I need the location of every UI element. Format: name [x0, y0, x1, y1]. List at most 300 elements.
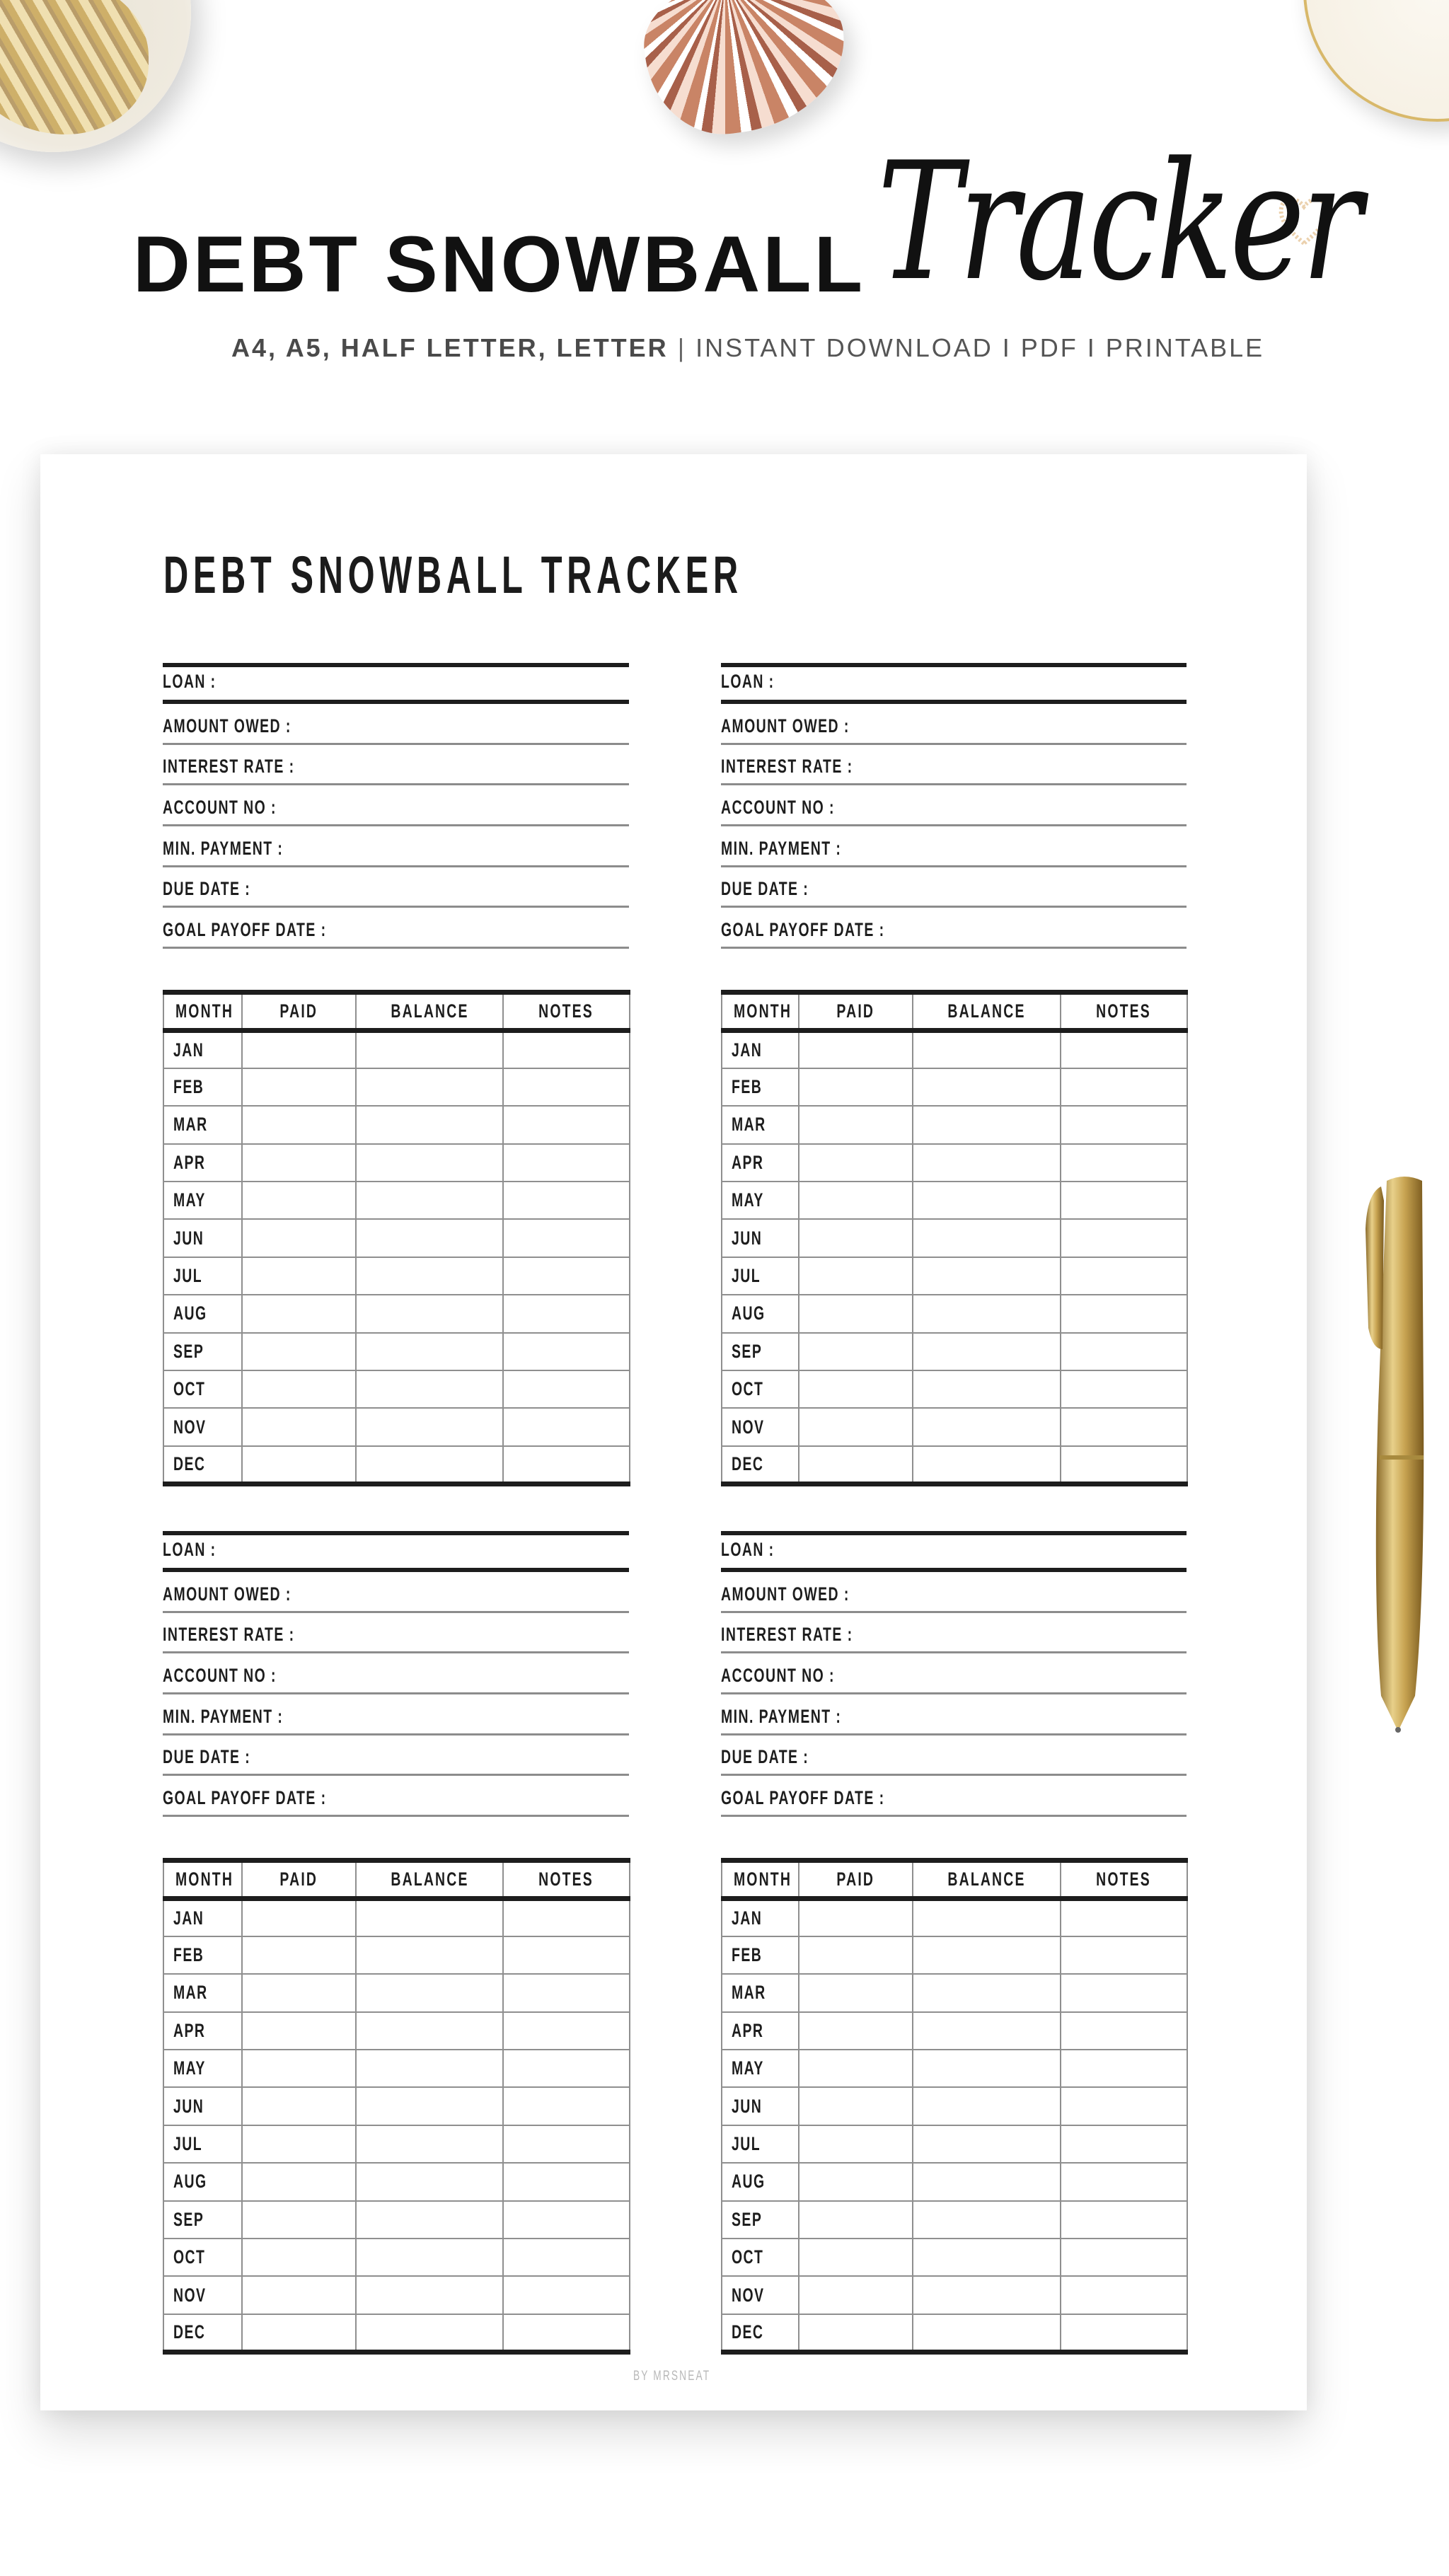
column-header-balance: BALANCE: [913, 1861, 1061, 1899]
notes-cell[interactable]: [1061, 1144, 1187, 1182]
notes-cell[interactable]: [503, 1144, 630, 1182]
goal-payoff-date-field[interactable]: [163, 1776, 629, 1817]
table-row: [163, 2314, 630, 2352]
month-cell: SEP: [163, 2201, 242, 2239]
balance-cell[interactable]: [356, 1408, 503, 1445]
min-payment-field[interactable]: [721, 1694, 1187, 1735]
notes-cell[interactable]: [503, 1899, 630, 1936]
table-row: [722, 1333, 1187, 1370]
column-header-balance: BALANCE: [913, 993, 1061, 1031]
table-row: [722, 2201, 1187, 2239]
subtitle-details: INSTANT DOWNLOAD I PDF I PRINTABLE: [695, 333, 1265, 362]
gold-binder-clips-bowl: [0, 0, 191, 152]
paid-cell[interactable]: [242, 1068, 356, 1106]
balance-cell[interactable]: [913, 1370, 1061, 1408]
balance-cell[interactable]: [913, 2239, 1061, 2276]
balance-cell[interactable]: [913, 1031, 1061, 1068]
loan-field[interactable]: [163, 1531, 629, 1572]
month-cell: AUG: [722, 1295, 799, 1332]
balance-cell[interactable]: [356, 2239, 503, 2276]
month-cell: OCT: [163, 1370, 242, 1408]
table-row: [722, 1182, 1187, 1219]
month-cell: MAR: [163, 1974, 242, 2011]
balance-cell[interactable]: [356, 2163, 503, 2200]
notes-cell[interactable]: [1061, 1106, 1187, 1143]
paid-cell[interactable]: [242, 2314, 356, 2352]
balance-cell[interactable]: [356, 2314, 503, 2352]
table-row: [163, 1446, 630, 1484]
paid-cell[interactable]: [799, 2125, 913, 2163]
month-cell: SEP: [722, 2201, 799, 2239]
balance-cell[interactable]: [356, 1144, 503, 1182]
goal-payoff-date-field[interactable]: [721, 908, 1187, 949]
month-cell: FEB: [163, 1936, 242, 1974]
due-date-field[interactable]: [163, 867, 629, 908]
balance-cell[interactable]: [913, 1068, 1061, 1106]
interest-rate-field[interactable]: [721, 1613, 1187, 1654]
notes-cell[interactable]: [503, 1408, 630, 1445]
month-cell: NOV: [722, 1408, 799, 1445]
due-date-label: DUE DATE :: [163, 1746, 251, 1768]
rose-gold-monstera-leaf: [636, 0, 855, 144]
binder-clips-image: [0, 0, 149, 134]
notes-cell[interactable]: [503, 2239, 630, 2276]
paid-cell[interactable]: [242, 2201, 356, 2239]
notes-cell[interactable]: [1061, 1899, 1187, 1936]
table-row: [722, 1219, 1187, 1257]
table-row: [722, 2012, 1187, 2050]
notes-cell[interactable]: [1061, 1031, 1187, 1068]
table-row: [163, 1106, 630, 1143]
table-row: [722, 1408, 1187, 1445]
paid-cell[interactable]: [799, 1031, 913, 1068]
month-cell: MAR: [722, 1106, 799, 1143]
amount-owed-field[interactable]: [163, 704, 629, 745]
month-cell: DEC: [722, 1446, 799, 1484]
account-no-field[interactable]: [721, 1653, 1187, 1694]
loan-field[interactable]: [163, 663, 629, 704]
paid-cell[interactable]: [799, 1936, 913, 1974]
balance-cell[interactable]: [356, 1219, 503, 1257]
footer-credit: [633, 2369, 741, 2383]
paid-cell[interactable]: [242, 1144, 356, 1182]
balance-cell[interactable]: [356, 1068, 503, 1106]
paid-cell[interactable]: [799, 1219, 913, 1257]
notes-cell[interactable]: [1061, 2314, 1187, 2352]
month-cell: AUG: [163, 2163, 242, 2200]
amount-owed-label: AMOUNT OWED :: [721, 715, 850, 737]
month-cell: DEC: [722, 2314, 799, 2352]
table-row: [163, 1144, 630, 1182]
paid-cell[interactable]: [799, 1899, 913, 1936]
table-row: [163, 2087, 630, 2125]
paid-cell[interactable]: [242, 1446, 356, 1484]
loan-field[interactable]: [721, 1531, 1187, 1572]
notes-cell[interactable]: [1061, 1974, 1187, 2011]
balance-cell[interactable]: [356, 1257, 503, 1295]
notes-cell[interactable]: [1061, 2087, 1187, 2125]
notes-cell[interactable]: [503, 1031, 630, 1068]
month-cell: MAY: [163, 1182, 242, 1219]
due-date-label: DUE DATE :: [721, 1746, 809, 1768]
goal-payoff-date-field[interactable]: [163, 908, 629, 949]
paid-cell[interactable]: [799, 2276, 913, 2314]
notes-cell[interactable]: [1061, 1408, 1187, 1445]
month-cell: OCT: [163, 2239, 242, 2276]
notes-cell[interactable]: [503, 1182, 630, 1219]
balance-cell[interactable]: [913, 1219, 1061, 1257]
interest-rate-field[interactable]: [721, 745, 1187, 786]
notes-cell[interactable]: [503, 1974, 630, 2011]
notes-cell[interactable]: [1061, 1333, 1187, 1370]
column-header-notes: NOTES: [503, 993, 630, 1031]
balance-cell[interactable]: [913, 2163, 1061, 2200]
paid-cell[interactable]: [242, 1257, 356, 1295]
due-date-field[interactable]: [721, 1735, 1187, 1777]
paid-cell[interactable]: [242, 2163, 356, 2200]
balance-cell[interactable]: [913, 2201, 1061, 2239]
notes-cell[interactable]: [503, 2050, 630, 2087]
table-row: [722, 2314, 1187, 2352]
column-header-paid: PAID: [799, 993, 913, 1031]
balance-cell[interactable]: [356, 1370, 503, 1408]
paid-cell[interactable]: [799, 2201, 913, 2239]
notes-cell[interactable]: [1061, 2050, 1187, 2087]
balance-cell[interactable]: [913, 2050, 1061, 2087]
balance-cell[interactable]: [913, 1446, 1061, 1484]
listing-subtitle: [231, 335, 1264, 361]
paid-cell[interactable]: [799, 1974, 913, 2011]
month-cell: SEP: [163, 1333, 242, 1370]
table-row: [163, 1182, 630, 1219]
paid-cell[interactable]: [799, 2087, 913, 2125]
balance-cell[interactable]: [913, 2276, 1061, 2314]
balance-cell[interactable]: [356, 2012, 503, 2050]
balance-cell[interactable]: [913, 1182, 1061, 1219]
notes-cell[interactable]: [503, 2125, 630, 2163]
paid-cell[interactable]: [242, 2239, 356, 2276]
balance-cell[interactable]: [913, 2125, 1061, 2163]
loan-info-block-top-right: [721, 663, 1187, 949]
balance-cell[interactable]: [913, 2314, 1061, 2352]
notes-cell[interactable]: [1061, 1446, 1187, 1484]
notes-cell[interactable]: [1061, 1182, 1187, 1219]
amount-owed-field[interactable]: [721, 704, 1187, 745]
column-header-paid: PAID: [799, 1861, 913, 1899]
paid-cell[interactable]: [799, 2163, 913, 2200]
amount-owed-field[interactable]: [721, 1572, 1187, 1613]
table-row: [722, 1068, 1187, 1106]
interest-rate-label: INTEREST RATE :: [163, 756, 295, 778]
column-header-paid: PAID: [242, 993, 356, 1031]
loan-info-block-top-left: [163, 663, 629, 949]
loan-field[interactable]: [721, 663, 1187, 704]
notes-cell[interactable]: [503, 2201, 630, 2239]
month-cell: JUN: [722, 1219, 799, 1257]
due-date-label: DUE DATE :: [163, 878, 251, 900]
balance-cell[interactable]: [913, 1106, 1061, 1143]
subtitle-divider: |: [677, 333, 687, 362]
notes-cell[interactable]: [503, 1370, 630, 1408]
column-header-balance: BALANCE: [356, 993, 503, 1031]
month-cell: NOV: [163, 2276, 242, 2314]
balance-cell[interactable]: [356, 1031, 503, 1068]
min-payment-label: MIN. PAYMENT :: [721, 837, 842, 859]
paid-cell[interactable]: [242, 2125, 356, 2163]
paid-cell[interactable]: [799, 1446, 913, 1484]
table-row: [163, 2125, 630, 2163]
paid-cell[interactable]: [799, 1370, 913, 1408]
balance-cell[interactable]: [913, 1257, 1061, 1295]
paid-cell[interactable]: [242, 2087, 356, 2125]
loan-info-block-bottom-left: [163, 1531, 629, 1817]
table-row: [163, 2201, 630, 2239]
loan-label: LOAN :: [163, 671, 217, 692]
paid-cell[interactable]: [242, 1031, 356, 1068]
balance-cell[interactable]: [913, 1333, 1061, 1370]
paid-cell[interactable]: [799, 2050, 913, 2087]
min-payment-label: MIN. PAYMENT :: [163, 1705, 284, 1727]
column-header-notes: NOTES: [1061, 1861, 1187, 1899]
notes-cell[interactable]: [1061, 2125, 1187, 2163]
table-row: [722, 1974, 1187, 2011]
column-header-month: MONTH: [163, 1861, 242, 1899]
notes-cell[interactable]: [503, 2276, 630, 2314]
month-cell: JUL: [163, 1257, 242, 1295]
month-cell: MAY: [722, 2050, 799, 2087]
balance-cell[interactable]: [356, 1899, 503, 1936]
notes-cell[interactable]: [503, 1295, 630, 1332]
amount-owed-label: AMOUNT OWED :: [163, 1583, 291, 1605]
paid-cell[interactable]: [799, 2012, 913, 2050]
notes-cell[interactable]: [1061, 1370, 1187, 1408]
page-title: DEBT SNOWBALL TRACKER: [163, 545, 743, 604]
paid-cell[interactable]: [799, 1106, 913, 1143]
table-row: [722, 2239, 1187, 2276]
month-cell: SEP: [722, 1333, 799, 1370]
interest-rate-label: INTEREST RATE :: [721, 756, 853, 778]
paid-cell[interactable]: [799, 1068, 913, 1106]
month-cell: MAY: [722, 1182, 799, 1219]
balance-cell[interactable]: [913, 1899, 1061, 1936]
column-header-notes: NOTES: [1061, 993, 1187, 1031]
due-date-field[interactable]: [721, 867, 1187, 908]
notes-cell[interactable]: [1061, 1068, 1187, 1106]
interest-rate-field[interactable]: [163, 745, 629, 786]
month-cell: JUL: [722, 1257, 799, 1295]
paid-cell[interactable]: [799, 1295, 913, 1332]
table-row: [722, 2163, 1187, 2200]
table-row: [722, 2050, 1187, 2087]
paid-cell[interactable]: [242, 1182, 356, 1219]
month-cell: NOV: [163, 1408, 242, 1445]
column-header-paid: PAID: [242, 1861, 356, 1899]
balance-cell[interactable]: [913, 1295, 1061, 1332]
notes-cell[interactable]: [503, 2314, 630, 2352]
paid-cell[interactable]: [242, 2276, 356, 2314]
due-date-field[interactable]: [163, 1735, 629, 1777]
paid-cell[interactable]: [242, 1295, 356, 1332]
notes-cell[interactable]: [1061, 2276, 1187, 2314]
gold-rim-plate: [1303, 0, 1449, 122]
balance-cell[interactable]: [913, 2012, 1061, 2050]
paid-cell[interactable]: [242, 1333, 356, 1370]
table-row: [163, 2276, 630, 2314]
account-no-label: ACCOUNT NO :: [721, 1665, 835, 1687]
notes-cell[interactable]: [503, 1936, 630, 1974]
monthly-tracker-table-top-right: [721, 990, 1188, 1486]
goal-payoff-date-label: GOAL PAYOFF DATE :: [721, 919, 885, 941]
table-row: [163, 2050, 630, 2087]
column-header-month: MONTH: [722, 1861, 799, 1899]
balance-cell[interactable]: [913, 2087, 1061, 2125]
paid-cell[interactable]: [799, 2239, 913, 2276]
month-cell: APR: [722, 2012, 799, 2050]
table-row: [163, 1408, 630, 1445]
paid-cell[interactable]: [242, 2012, 356, 2050]
table-row: [163, 1333, 630, 1370]
notes-cell[interactable]: [503, 1068, 630, 1106]
table-row: [722, 1899, 1187, 1936]
balance-cell[interactable]: [356, 2125, 503, 2163]
balance-cell[interactable]: [356, 1936, 503, 1974]
table-row: [722, 2087, 1187, 2125]
monthly-tracker-table-bottom-right: [721, 1858, 1188, 2355]
notes-cell[interactable]: [1061, 1219, 1187, 1257]
paid-cell[interactable]: [799, 1182, 913, 1219]
account-no-label: ACCOUNT NO :: [163, 797, 277, 819]
balance-cell[interactable]: [356, 2087, 503, 2125]
notes-cell[interactable]: [503, 2012, 630, 2050]
goal-payoff-date-field[interactable]: [721, 1776, 1187, 1817]
month-cell: FEB: [163, 1068, 242, 1106]
paid-cell[interactable]: [242, 1219, 356, 1257]
table-row: [163, 1295, 630, 1332]
month-cell: JAN: [722, 1899, 799, 1936]
notes-cell[interactable]: [503, 2087, 630, 2125]
paid-cell[interactable]: [799, 2314, 913, 2352]
notes-cell[interactable]: [503, 1219, 630, 1257]
table-row: [163, 2012, 630, 2050]
account-no-field[interactable]: [163, 1653, 629, 1694]
month-cell: MAY: [163, 2050, 242, 2087]
table-row: [163, 1974, 630, 2011]
amount-owed-label: AMOUNT OWED :: [163, 715, 291, 737]
notes-cell[interactable]: [503, 1106, 630, 1143]
balance-cell[interactable]: [356, 1182, 503, 1219]
due-date-label: DUE DATE :: [721, 878, 809, 900]
notes-cell[interactable]: [503, 2163, 630, 2200]
interest-rate-field[interactable]: [163, 1613, 629, 1654]
notes-cell[interactable]: [1061, 2012, 1187, 2050]
paid-cell[interactable]: [242, 1974, 356, 2011]
column-header-notes: NOTES: [503, 1861, 630, 1899]
paid-cell[interactable]: [799, 1333, 913, 1370]
table-row: [163, 2239, 630, 2276]
notes-cell[interactable]: [503, 1257, 630, 1295]
paid-cell[interactable]: [799, 1144, 913, 1182]
balance-cell[interactable]: [356, 1446, 503, 1484]
month-cell: MAR: [163, 1106, 242, 1143]
balance-cell[interactable]: [356, 2050, 503, 2087]
table-row: [722, 2276, 1187, 2314]
balance-cell[interactable]: [356, 2276, 503, 2314]
month-cell: DEC: [163, 2314, 242, 2352]
notes-cell[interactable]: [1061, 1936, 1187, 1974]
goal-payoff-date-label: GOAL PAYOFF DATE :: [163, 1787, 327, 1809]
account-no-field[interactable]: [721, 785, 1187, 826]
goal-payoff-date-label: GOAL PAYOFF DATE :: [721, 1787, 885, 1809]
month-cell: APR: [722, 1144, 799, 1182]
paid-cell[interactable]: [242, 1370, 356, 1408]
paid-cell[interactable]: [242, 1106, 356, 1143]
month-cell: JUN: [163, 1219, 242, 1257]
balance-cell[interactable]: [356, 1333, 503, 1370]
paid-cell[interactable]: [799, 1257, 913, 1295]
balance-cell[interactable]: [356, 2201, 503, 2239]
balance-cell[interactable]: [913, 1408, 1061, 1445]
notes-cell[interactable]: [503, 1333, 630, 1370]
subtitle-sizes: A4, A5, HALF LETTER, LETTER: [231, 333, 669, 362]
month-cell: APR: [163, 2012, 242, 2050]
amount-owed-field[interactable]: [163, 1572, 629, 1613]
month-cell: JUL: [722, 2125, 799, 2163]
min-payment-field[interactable]: [163, 826, 629, 867]
table-header-row: [722, 1861, 1187, 1899]
amount-owed-label: AMOUNT OWED :: [721, 1583, 850, 1605]
gold-pen: [1366, 1172, 1426, 1734]
account-no-label: ACCOUNT NO :: [163, 1665, 277, 1687]
notes-cell[interactable]: [1061, 1257, 1187, 1295]
loan-label: LOAN :: [721, 1539, 775, 1560]
paid-cell[interactable]: [242, 1936, 356, 1974]
interest-rate-label: INTEREST RATE :: [163, 1624, 295, 1646]
table-row: [722, 1144, 1187, 1182]
month-cell: FEB: [722, 1936, 799, 1974]
min-payment-field[interactable]: [163, 1694, 629, 1735]
balance-cell[interactable]: [356, 1295, 503, 1332]
balance-cell[interactable]: [913, 1144, 1061, 1182]
notes-cell[interactable]: [1061, 2239, 1187, 2276]
min-payment-label: MIN. PAYMENT :: [163, 837, 284, 859]
month-cell: JAN: [163, 1031, 242, 1068]
table-row: [722, 1370, 1187, 1408]
balance-cell[interactable]: [356, 1974, 503, 2011]
notes-cell[interactable]: [503, 1446, 630, 1484]
table-row: [722, 1031, 1187, 1068]
paid-cell[interactable]: [242, 1899, 356, 1936]
table-row: [163, 1899, 630, 1936]
loan-label: LOAN :: [721, 671, 775, 692]
paid-cell[interactable]: [242, 2050, 356, 2087]
notes-cell[interactable]: [1061, 2163, 1187, 2200]
table-row: [722, 1257, 1187, 1295]
min-payment-field[interactable]: [721, 826, 1187, 867]
paid-cell[interactable]: [799, 1408, 913, 1445]
balance-cell[interactable]: [913, 1974, 1061, 2011]
notes-cell[interactable]: [1061, 2201, 1187, 2239]
goal-payoff-date-label: GOAL PAYOFF DATE :: [163, 919, 327, 941]
month-cell: JAN: [163, 1899, 242, 1936]
balance-cell[interactable]: [356, 1106, 503, 1143]
paid-cell[interactable]: [242, 1408, 356, 1445]
account-no-field[interactable]: [163, 785, 629, 826]
balance-cell[interactable]: [913, 1936, 1061, 1974]
column-header-balance: BALANCE: [356, 1861, 503, 1899]
notes-cell[interactable]: [1061, 1295, 1187, 1332]
column-header-month: MONTH: [722, 993, 799, 1031]
column-header-month: MONTH: [163, 993, 242, 1031]
